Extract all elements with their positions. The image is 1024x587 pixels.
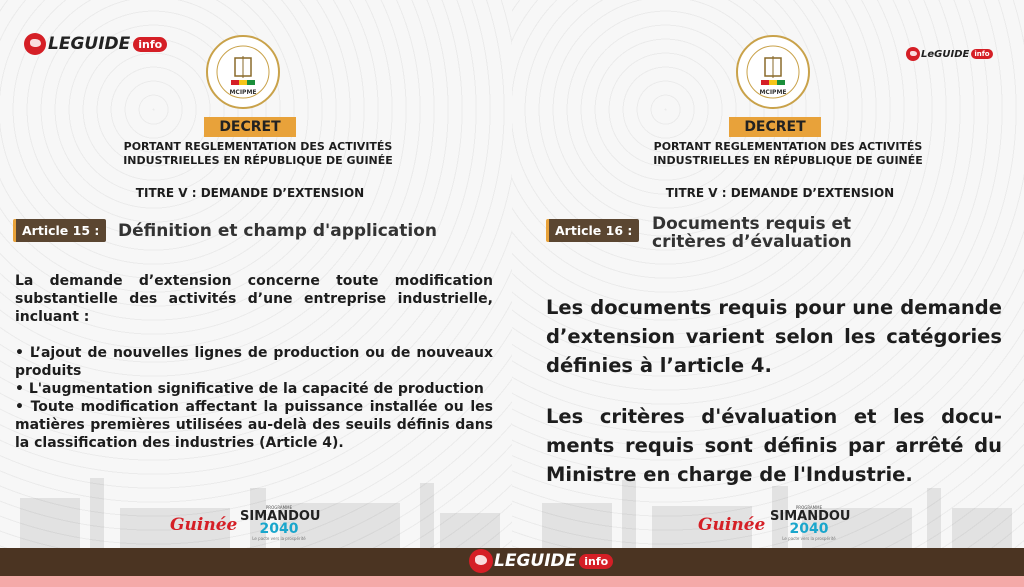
article-badge: Article 15 : bbox=[13, 219, 106, 242]
logo-info-badge: info bbox=[971, 49, 992, 59]
simandou-program-label: PROGRAMME bbox=[265, 505, 293, 510]
article-paragraph: Les critères d'évaluation et les documents requis sont définis par arrêté du Ministre en charge de l'Industrie. bbox=[546, 405, 1002, 486]
logo-word: LEGUIDE bbox=[494, 551, 577, 571]
article-title-line-1: Documents requis et bbox=[652, 214, 852, 234]
article-intro: La demande d’extension concerne toute modification substantielle des activités d’une entreprise industrielle, incluant : bbox=[15, 273, 493, 325]
subtitle-line-2: INDUSTRIELLES EN RÉPUBLIQUE DE GUINÉE bbox=[653, 154, 923, 167]
article-badge: Article 16 : bbox=[546, 219, 639, 242]
decree-subtitle bbox=[628, 140, 948, 168]
titre-heading: TITRE V : DEMANDE D’EXTENSION bbox=[665, 186, 895, 200]
footer-leguide-logo[interactable] bbox=[469, 549, 613, 573]
decret-label: DECRET bbox=[204, 117, 296, 137]
bullet-item: • Toute modification affectant la puissance installée ou les matières premières utilisées au-delà des seuils définis dans la classification des industries (Article 4). bbox=[15, 399, 493, 451]
footer-strip bbox=[0, 576, 1024, 587]
seal-label: MCIPME bbox=[229, 89, 257, 96]
simandou-tagline: Le pacte vers la prospérité bbox=[252, 536, 306, 541]
logo-info-badge: info bbox=[579, 554, 613, 569]
seal-label: MCIPME bbox=[759, 89, 787, 96]
logo-info-badge: info bbox=[133, 37, 167, 52]
article-body bbox=[546, 293, 1002, 489]
globe-icon bbox=[906, 47, 920, 61]
article-title bbox=[652, 215, 952, 251]
simandou-logo bbox=[240, 505, 321, 541]
subtitle-line-2: INDUSTRIELLES EN RÉPUBLIQUE DE GUINÉE bbox=[123, 154, 393, 167]
leguide-logo[interactable] bbox=[24, 33, 167, 55]
right-panel bbox=[512, 0, 1024, 548]
simandou-year: 2040 bbox=[259, 521, 299, 537]
logo-word: LEGUIDE bbox=[48, 34, 131, 54]
globe-icon bbox=[24, 33, 46, 55]
simandou-year: 2040 bbox=[789, 521, 829, 537]
article-paragraph: Les documents requis pour une demande d’extension varient selon les catégories définies à l’article 4. bbox=[546, 296, 1002, 377]
article-body bbox=[15, 272, 493, 452]
titre-heading: TITRE V : DEMANDE D’EXTENSION bbox=[135, 186, 365, 200]
subtitle-line-1: PORTANT REGLEMENTATION DES ACTIVITÉS bbox=[653, 140, 923, 153]
article-title-line-2: critères d’évaluation bbox=[652, 232, 852, 252]
article-title: Définition et champ d'application bbox=[118, 221, 437, 241]
decret-label: DECRET bbox=[729, 117, 821, 137]
simandou-word: SIMANDOU bbox=[770, 509, 851, 524]
ministry-seal-icon bbox=[735, 34, 811, 110]
guinee-logo: Guinée bbox=[170, 515, 238, 535]
simandou-word: SIMANDOU bbox=[240, 509, 321, 524]
bullet-item: • L'augmentation significative de la capacité de production bbox=[15, 381, 484, 397]
left-panel bbox=[0, 0, 512, 548]
ministry-seal-icon bbox=[205, 34, 281, 110]
guinee-logo: Guinée bbox=[698, 515, 766, 535]
simandou-program-label: PROGRAMME bbox=[795, 505, 823, 510]
globe-icon bbox=[469, 549, 493, 573]
simandou-logo bbox=[770, 505, 851, 541]
subtitle-line-1: PORTANT REGLEMENTATION DES ACTIVITÉS bbox=[123, 140, 393, 153]
bullet-item: • L’ajout de nouvelles lignes de production ou de nouveaux produits bbox=[15, 345, 493, 379]
decree-subtitle bbox=[98, 140, 418, 168]
leguide-logo-small[interactable] bbox=[906, 47, 993, 61]
simandou-tagline: Le pacte vers la prospérité bbox=[782, 536, 836, 541]
logo-word: LeGUIDE bbox=[921, 48, 970, 60]
